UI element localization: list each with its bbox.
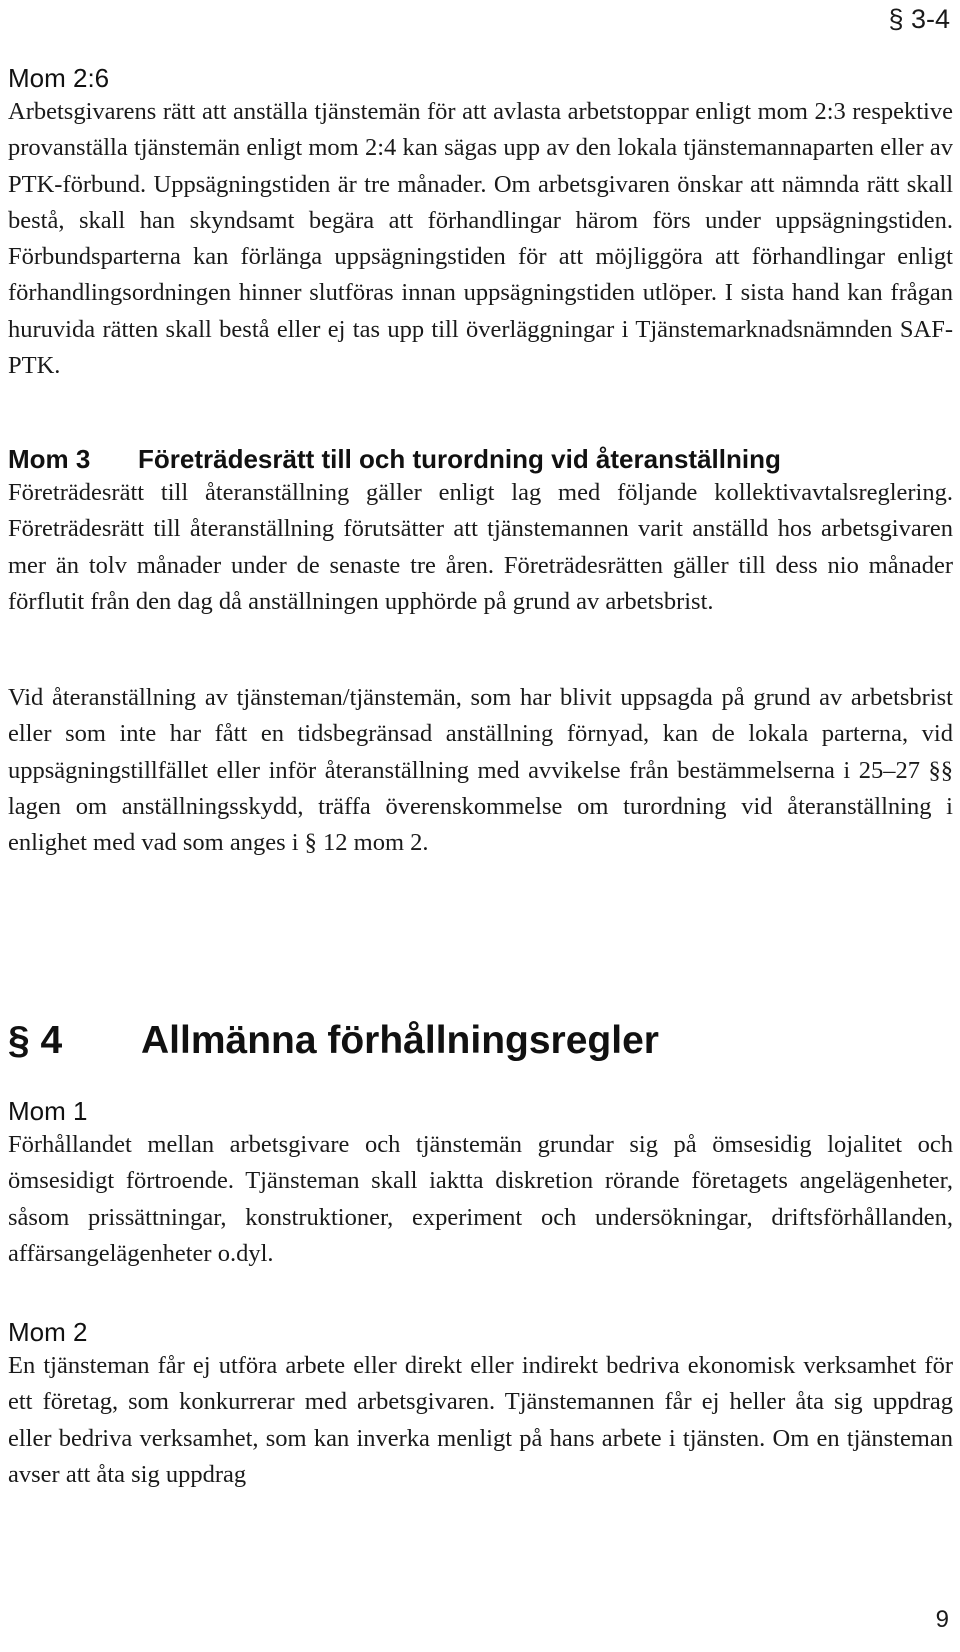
section-4-mom-1-block [8, 1095, 953, 1272]
mom-3-title: Företrädesrätt till och turordning vid återanställning [138, 444, 781, 474]
page-number: 9 [935, 1606, 949, 1633]
section-4-heading-block [8, 1018, 953, 1064]
mom-3-block [8, 443, 953, 620]
mom-3-paragraph-2-block [8, 680, 953, 861]
mom-3-paragraph-2: Vid återanställning av tjänsteman/tjänstemän, som har blivit uppsagda på grund av arbetsbrist eller som inte har fått en tidsbegränsad anställning förnyad, kan de lokala parterna, vid uppsägningstillfället eller inför återanställning med avvikelse från bestämmelserna i 25–27 §§ lagen om anställningsskydd, träffa överenskommelse om turordning vid återanställning i enlighet med vad som anges i § 12 mom 2. [8, 684, 953, 857]
section-4-number: § 4 [8, 1019, 63, 1062]
section-4-mom-1-text: Förhållandet mellan arbetsgivare och tjänstemän grundar sig på ömsesidig lojalitet och ömsesidigt förtroende. Tjänsteman skall iaktta diskretion rörande företagets angelägenheter, såsom prissättningar, konstruktioner, experiment och undersökningar, driftsförhållanden, affärsangelägenheter o.dyl. [8, 1131, 953, 1267]
section-4-mom-2-text: En tjänsteman får ej utföra arbete eller direkt eller indirekt bedriva ekonomisk verksamhet för ett företag, som konkurrerar med arbetsgivaren. Tjänstemannen får ej heller åta sig uppdrag eller bedriva verksamhet, som kan inverka menligt på hans arbete i tjänsten. Om en tjänsteman avser att åta sig uppdrag [8, 1352, 953, 1488]
mom-2-6-heading: Mom 2:6 [8, 63, 110, 93]
section-4-mom-1-heading: Mom 1 [8, 1096, 88, 1126]
section-reference: § 3-4 [888, 4, 950, 34]
section-4-heading [8, 1018, 953, 1064]
section-4-title: Allmänna förhållningsregler [141, 1019, 659, 1062]
mom-2-6-text: Arbetsgivarens rätt att anställa tjänstemän för att avlasta arbetstoppar enligt mom 2:3 respektive provanställa tjänstemän enligt mom 2:4 kan sägas upp av den lokala tjänstemannaparten eller av PTK-förbund. Uppsägningstiden är tre månader. Om arbetsgivaren önskar att nämnda rätt skall bestå, skall han skyndsamt begära att förhandlingar härom förs under uppsägningstiden. Förbundsparterna kan förlänga uppsägningstiden för att möjliggöra att förhandlingar enligt förhandlingsordningen hinner slutföras innan uppsägningstiden utlöper. I sista hand kan frågan huruvida rätten skall bestå eller ej tas upp till överläggningar i Tjänstemarknadsnämnden SAF-PTK. [8, 98, 953, 380]
mom-3-heading [8, 443, 953, 475]
mom-3-label: Mom 3 [8, 444, 91, 474]
section-4-mom-2-heading: Mom 2 [8, 1317, 88, 1347]
section-4-mom-2-block [8, 1316, 953, 1493]
mom-2-6-block [8, 62, 953, 384]
mom-3-paragraph-1: Företrädesrätt till återanställning gäller enligt lag med följande kollektivavtalsreglering. Företrädesrätt till återanställning förutsätter att tjänstemannen varit anställd hos arbetsgivaren mer än tolv månader under de senaste tre åren. Företrädesrätten gäller till dess nio månader förflutit från den dag då anställningen upphörde på grund av arbetsbrist. [8, 479, 953, 615]
